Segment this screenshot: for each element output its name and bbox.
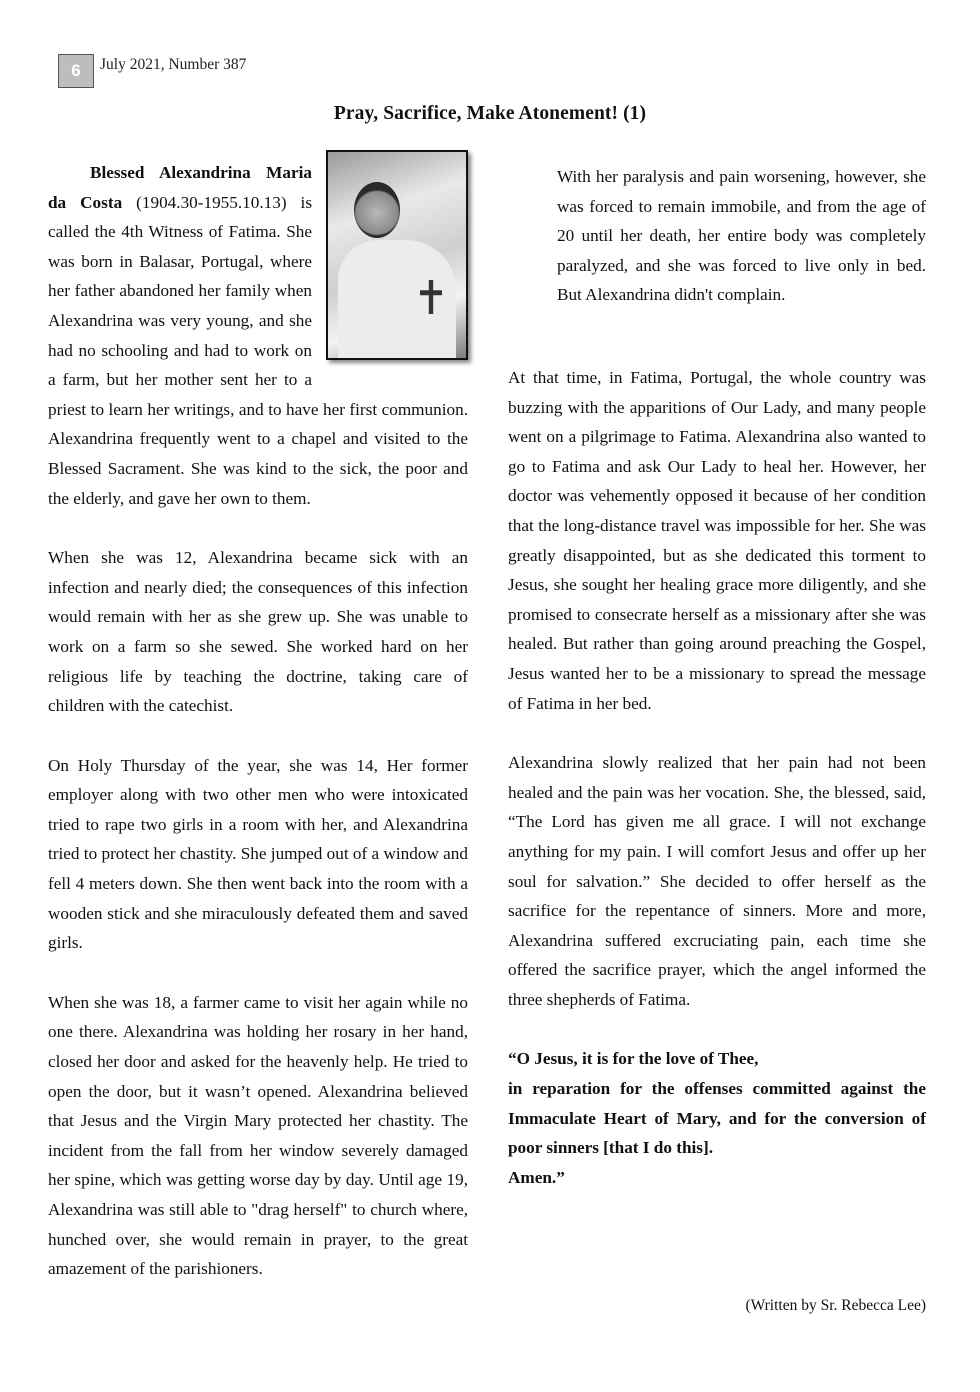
lead-name: Blessed Alexandrina Maria da Costa [48, 163, 312, 212]
paragraph: With her paralysis and pain worsening, however, she was forced to remain immobile, and from the age of 20 until her death, her entire body was completely paralyzed, and she was forced to live only in bed. But Alexandrina didn't complain. [557, 167, 926, 305]
prayer-block [508, 1044, 926, 1192]
issue-label: July 2021, Number 387 [100, 56, 247, 73]
page-header [58, 53, 246, 89]
paragraph: Alexandrina slowly realized that her pain had not been healed and the pain was her vocation. She, the blessed, said, “The Lord has given me all grace. I will not exchange anything for my pain. I will comfort Jesus and offer up her soul for salvation.” She decided to offer herself as the sacrifice for the repentance of sinners. More and more, Alexandrina suffered excruciating pain, each time she offered the sacrifice prayer, which the angel informed the three shepherds of Fatima. [508, 753, 926, 1009]
author-credit: (Written by Sr. Rebecca Lee) [745, 1297, 926, 1314]
article-title: Pray, Sacrifice, Make Atonement! (1) [333, 103, 647, 124]
photo-figure-body [338, 240, 456, 360]
paragraph: On Holy Thursday of the year, she was 14, Her former employer along with two other men who were intoxicated tried to rape two girls in a room with her, and Alexandrina tried to protect her chastity. She jumped out of a window and fell 4 meters down. She then went back into the room with a wooden stick and she miraculously defeated them and saved girls. [48, 755, 468, 953]
prayer-line: in reparation for the offenses committed against the Immaculate Heart of Mary, and for the conversion of poor sinners [that I do this]. [508, 1079, 926, 1158]
paragraph: At that time, in Fatima, Portugal, the whole country was buzzing with the apparitions of Our Lady, and many people went on a pilgrimage to Fatima. Alexandrina also wanted to go to Fatima and ask Our Lady to heal her. However, her doctor was vehemently opposed it because of her condition that the long-distance travel was impossible for her. She was greatly disappointed, but as she dedicated this torment to Jesus, she sought her healing grace more diligently, and she promised to consecrate herself as a missionary after she was healed. But rather than going around preaching the Gospel, Jesus wanted her to be a missionary to spread the message of Fatima in her bed. [508, 368, 926, 713]
prayer-line: “O Jesus, it is for the love of Thee, [508, 1049, 759, 1069]
right-column-intro [557, 162, 926, 310]
intro-text: (1904.30-1955.10.13) is called the 4th Witness of Fatima. She was born in Balasar, Portugal, where her father abandoned her family when Alexandrina was very young, and she had no schooling and had to work on a farm, but her mother sent her to a priest to learn her writings, and to have her first communion. Alexandrina frequently went to a chapel and visited to the Blessed Sacrament. She was kind to the sick, the poor and the elderly, and gave her own to them. [48, 192, 468, 508]
portrait-photo [326, 150, 468, 360]
paragraph: When she was 18, a farmer came to visit her again while no one there. Alexandrina was holding her rosary in her hand, closed her door and asked for the heavenly help. He tried to open the door, but it wasn’t opened. Alexandrina believed that Jesus and the Virgin Mary protected her chastity. The incident from the fall from her window severely damaged her spine, which was getting worse day by day. Until age 19, Alexandrina was still able to "drag herself" to church where, hunched over, she would remain in prayer, to the great amazement of the parishioners. [48, 992, 468, 1279]
right-column [508, 363, 926, 1192]
paragraph-intro [48, 158, 468, 513]
left-column [48, 158, 468, 1314]
page-number-badge: 6 [58, 54, 94, 88]
paragraph: When she was 12, Alexandrina became sick with an infection and nearly died; the consequences of this infection would remain with her as she grew up. She was unable to work on a farm so she sewed. She worked hard on her religious life by teaching the doctrine, taking care of children with the catechist. [48, 548, 468, 716]
prayer-line: Amen.” [508, 1167, 565, 1187]
photo-figure-head [354, 182, 400, 238]
